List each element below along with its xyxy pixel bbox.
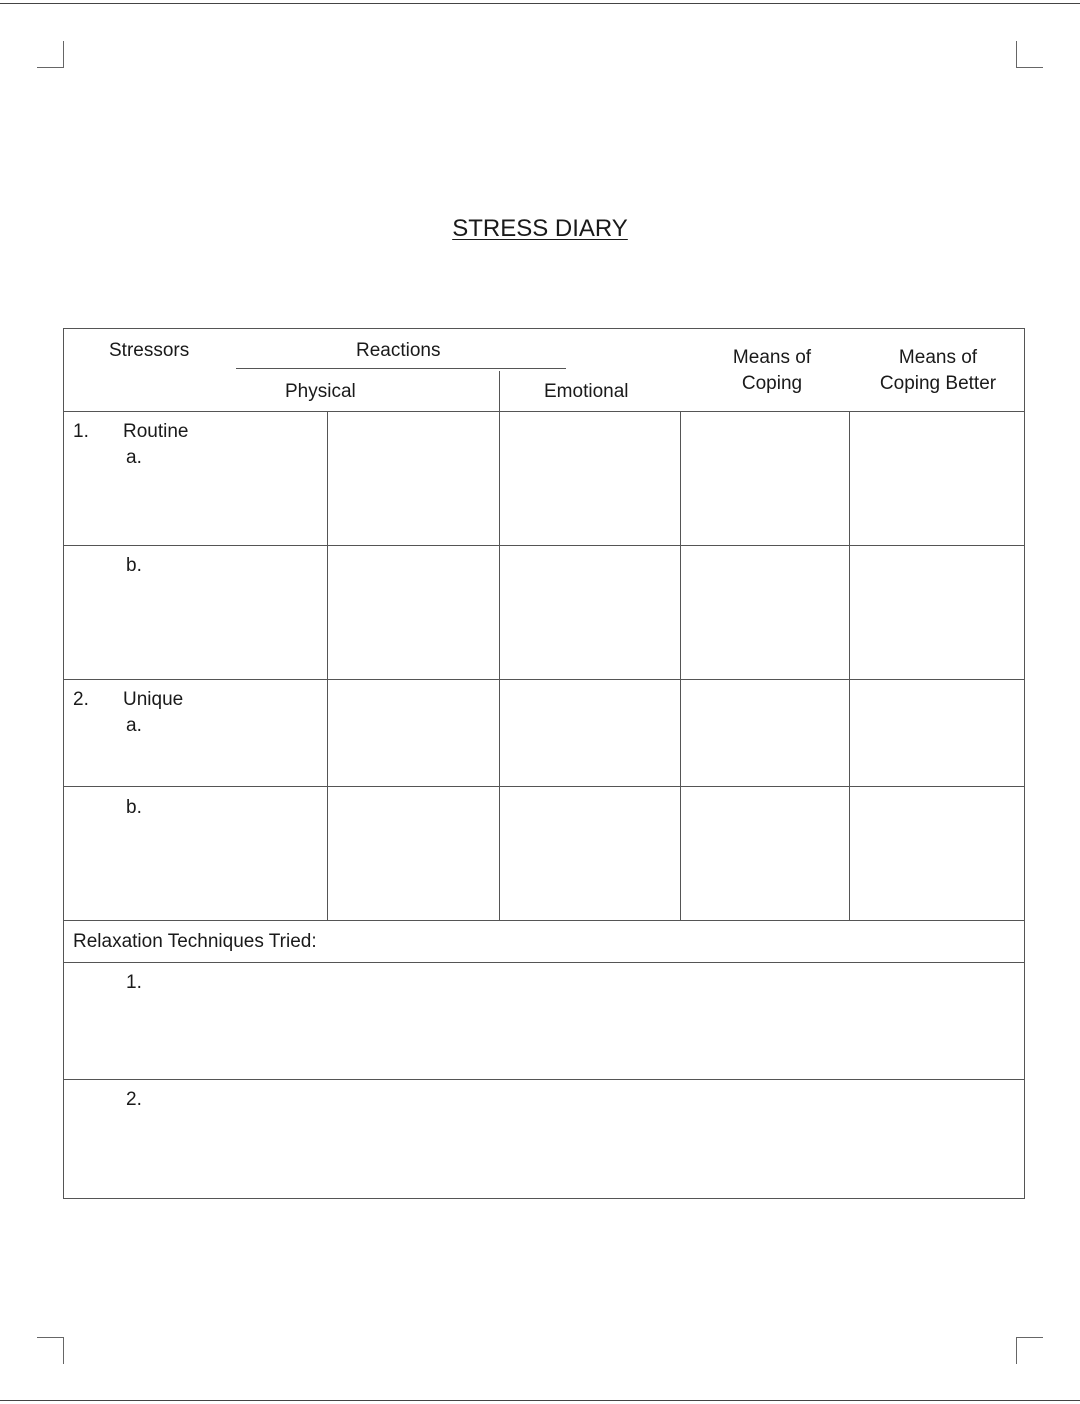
header-stressors: Stressors — [109, 340, 190, 361]
page-title — [0, 215, 1080, 243]
row-line-5 — [64, 962, 1024, 963]
header-divider-physical-emotional — [499, 371, 500, 412]
row-2-item: b. — [126, 555, 142, 576]
header-means-of-coping-line1: Means of — [732, 347, 812, 368]
header-physical: Physical — [285, 381, 356, 402]
crop-mark-top-left — [37, 41, 64, 68]
stress-diary-table — [63, 328, 1025, 1199]
row-3-item: a. — [126, 715, 142, 736]
header-means-of-coping-better-line2: Coping Better — [879, 373, 997, 394]
column-divider-2 — [499, 411, 500, 920]
header-bottom-line — [64, 411, 1024, 412]
relaxation-item-1: 1. — [126, 972, 142, 993]
crop-mark-top-right — [1016, 41, 1043, 68]
reactions-underline — [236, 368, 566, 369]
row-line-1 — [64, 545, 1024, 546]
row-3-heading: Unique — [123, 689, 184, 710]
row-1-item: a. — [126, 447, 142, 468]
column-divider-4 — [849, 411, 850, 920]
row-1-number: 1. — [73, 421, 89, 442]
row-line-3 — [64, 786, 1024, 787]
page-title-text: STRESS DIARY — [452, 215, 628, 242]
header-emotional: Emotional — [544, 381, 629, 402]
row-4-item: b. — [126, 797, 142, 818]
row-line-2 — [64, 679, 1024, 680]
crop-mark-bottom-left — [37, 1337, 64, 1364]
row-line-4 — [64, 920, 1024, 921]
relaxation-item-2: 2. — [126, 1089, 142, 1110]
row-1-heading: Routine — [123, 421, 189, 442]
row-3-number: 2. — [73, 689, 89, 710]
relaxation-label: Relaxation Techniques Tried: — [73, 931, 317, 952]
header-means-of-coping-line2: Coping — [741, 373, 803, 394]
crop-mark-bottom-right — [1016, 1337, 1043, 1364]
page-bottom-edge — [0, 1400, 1080, 1401]
header-reactions: Reactions — [356, 340, 441, 361]
page-top-edge — [0, 3, 1080, 4]
header-means-of-coping-better-line1: Means of — [898, 347, 978, 368]
column-divider-1 — [327, 411, 328, 920]
column-divider-3 — [680, 411, 681, 920]
row-line-6 — [64, 1079, 1024, 1080]
